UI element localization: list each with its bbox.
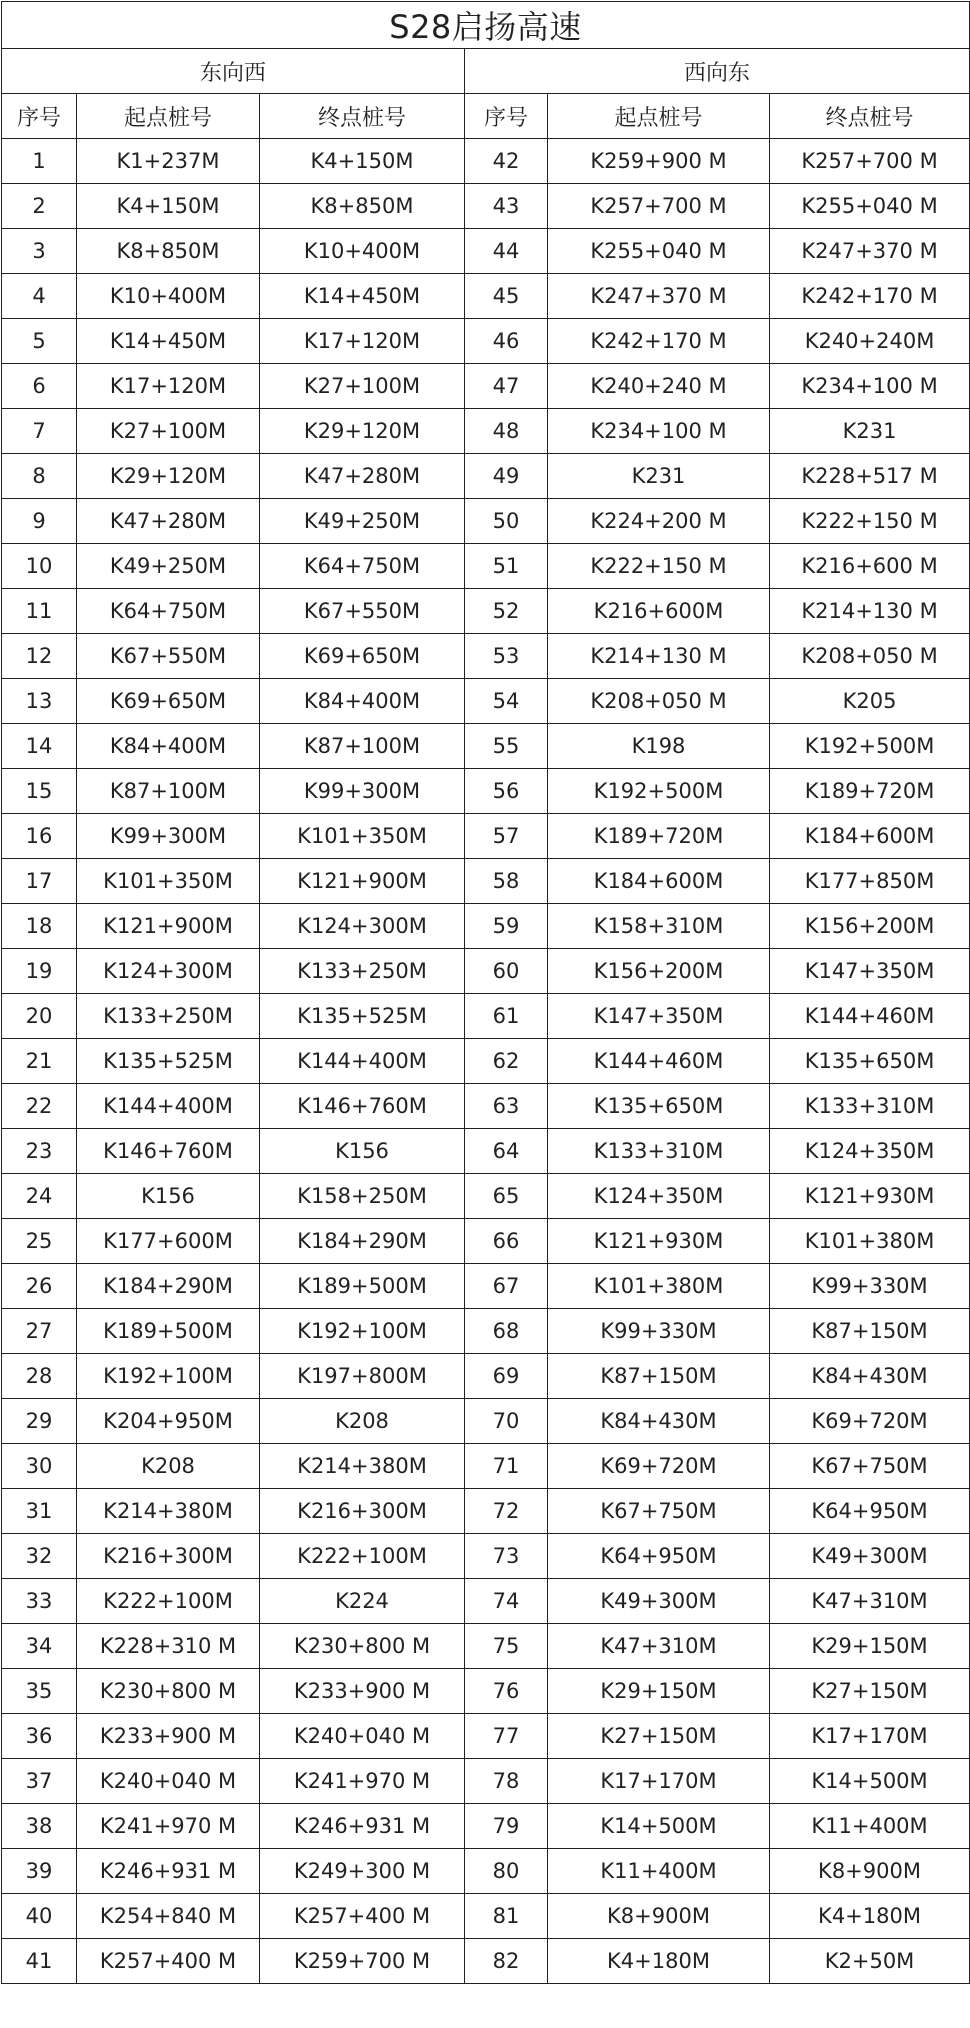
cell-seq-left: 35 [2, 1669, 77, 1714]
cell-start-right: K147+350M [548, 994, 770, 1039]
cell-seq-right: 64 [465, 1129, 548, 1174]
cell-end-right: K8+900M [770, 1849, 970, 1894]
cell-seq-right: 77 [465, 1714, 548, 1759]
cell-end-left: K189+500M [260, 1264, 465, 1309]
cell-end-right: K222+150 M [770, 499, 970, 544]
cell-start-right: K189+720M [548, 814, 770, 859]
table-title: S28启扬高速 [2, 2, 970, 49]
cell-seq-right: 70 [465, 1399, 548, 1444]
cell-seq-right: 62 [465, 1039, 548, 1084]
cell-seq-left: 13 [2, 679, 77, 724]
cell-end-right: K144+460M [770, 994, 970, 1039]
cell-end-right: K14+500M [770, 1759, 970, 1804]
table-row [2, 1669, 970, 1714]
cell-end-left: K49+250M [260, 499, 465, 544]
cell-start-right: K133+310M [548, 1129, 770, 1174]
cell-end-right: K4+180M [770, 1894, 970, 1939]
cell-start-right: K47+310M [548, 1624, 770, 1669]
cell-start-right: K259+900 M [548, 139, 770, 184]
cell-end-right: K147+350M [770, 949, 970, 994]
cell-seq-right: 68 [465, 1309, 548, 1354]
cell-end-right: K231 [770, 409, 970, 454]
cell-end-left: K87+100M [260, 724, 465, 769]
cell-start-right: K240+240 M [548, 364, 770, 409]
table-row [2, 859, 970, 904]
cell-start-left: K192+100M [77, 1354, 260, 1399]
cell-start-right: K101+380M [548, 1264, 770, 1309]
table-row [2, 1534, 970, 1579]
cell-start-right: K4+180M [548, 1939, 770, 1984]
cell-seq-left: 38 [2, 1804, 77, 1849]
cell-start-right: K224+200 M [548, 499, 770, 544]
cell-seq-right: 69 [465, 1354, 548, 1399]
table-row [2, 994, 970, 1039]
table-row [2, 229, 970, 274]
col-header-end-right: 终点桩号 [770, 94, 970, 139]
cell-start-left: K10+400M [77, 274, 260, 319]
cell-seq-right: 48 [465, 409, 548, 454]
cell-end-right: K69+720M [770, 1399, 970, 1444]
cell-start-right: K231 [548, 454, 770, 499]
cell-start-right: K8+900M [548, 1894, 770, 1939]
table-row [2, 814, 970, 859]
cell-start-left: K29+120M [77, 454, 260, 499]
col-header-seq-right: 序号 [465, 94, 548, 139]
cell-start-left: K14+450M [77, 319, 260, 364]
direction-east-to-west: 东向西 [2, 49, 465, 94]
cell-end-left: K224 [260, 1579, 465, 1624]
cell-seq-left: 18 [2, 904, 77, 949]
cell-start-right: K214+130 M [548, 634, 770, 679]
table-row [2, 184, 970, 229]
cell-start-left: K8+850M [77, 229, 260, 274]
cell-seq-left: 4 [2, 274, 77, 319]
cell-end-right: K247+370 M [770, 229, 970, 274]
cell-seq-right: 75 [465, 1624, 548, 1669]
direction-west-to-east: 西向东 [465, 49, 970, 94]
cell-end-left: K257+400 M [260, 1894, 465, 1939]
cell-end-right: K234+100 M [770, 364, 970, 409]
cell-start-right: K135+650M [548, 1084, 770, 1129]
cell-start-left: K189+500M [77, 1309, 260, 1354]
cell-start-right: K27+150M [548, 1714, 770, 1759]
table-row [2, 364, 970, 409]
cell-end-left: K156 [260, 1129, 465, 1174]
cell-start-left: K184+290M [77, 1264, 260, 1309]
cell-seq-left: 24 [2, 1174, 77, 1219]
cell-end-left: K222+100M [260, 1534, 465, 1579]
cell-seq-right: 73 [465, 1534, 548, 1579]
cell-seq-right: 66 [465, 1219, 548, 1264]
cell-start-left: K240+040 M [77, 1759, 260, 1804]
cell-seq-right: 46 [465, 319, 548, 364]
cell-end-left: K192+100M [260, 1309, 465, 1354]
cell-end-right: K214+130 M [770, 589, 970, 634]
cell-start-right: K69+720M [548, 1444, 770, 1489]
cell-start-left: K222+100M [77, 1579, 260, 1624]
cell-end-left: K64+750M [260, 544, 465, 589]
cell-start-right: K247+370 M [548, 274, 770, 319]
table-row [2, 1444, 970, 1489]
table-row [2, 1039, 970, 1084]
cell-end-left: K133+250M [260, 949, 465, 994]
cell-start-left: K124+300M [77, 949, 260, 994]
cell-seq-right: 72 [465, 1489, 548, 1534]
cell-start-left: K49+250M [77, 544, 260, 589]
table-row [2, 1579, 970, 1624]
cell-seq-right: 80 [465, 1849, 548, 1894]
cell-seq-left: 25 [2, 1219, 77, 1264]
cell-start-left: K216+300M [77, 1534, 260, 1579]
table-row [2, 1174, 970, 1219]
cell-end-right: K257+700 M [770, 139, 970, 184]
cell-start-right: K121+930M [548, 1219, 770, 1264]
table-row [2, 454, 970, 499]
cell-start-right: K67+750M [548, 1489, 770, 1534]
cell-seq-left: 39 [2, 1849, 77, 1894]
cell-start-left: K101+350M [77, 859, 260, 904]
cell-seq-left: 2 [2, 184, 77, 229]
cell-end-right: K216+600 M [770, 544, 970, 589]
cell-end-left: K197+800M [260, 1354, 465, 1399]
cell-start-right: K14+500M [548, 1804, 770, 1849]
cell-seq-right: 54 [465, 679, 548, 724]
cell-end-right: K47+310M [770, 1579, 970, 1624]
cell-start-left: K204+950M [77, 1399, 260, 1444]
cell-end-right: K192+500M [770, 724, 970, 769]
cell-start-left: K17+120M [77, 364, 260, 409]
cell-start-left: K67+550M [77, 634, 260, 679]
cell-end-right: K184+600M [770, 814, 970, 859]
cell-start-left: K257+400 M [77, 1939, 260, 1984]
cell-start-right: K198 [548, 724, 770, 769]
cell-end-left: K249+300 M [260, 1849, 465, 1894]
cell-seq-right: 55 [465, 724, 548, 769]
cell-start-left: K99+300M [77, 814, 260, 859]
cell-end-left: K27+100M [260, 364, 465, 409]
cell-start-left: K4+150M [77, 184, 260, 229]
cell-end-left: K99+300M [260, 769, 465, 814]
cell-seq-left: 31 [2, 1489, 77, 1534]
cell-end-right: K84+430M [770, 1354, 970, 1399]
cell-seq-right: 52 [465, 589, 548, 634]
cell-seq-right: 81 [465, 1894, 548, 1939]
table-row [2, 1849, 970, 1894]
cell-seq-left: 41 [2, 1939, 77, 1984]
cell-end-left: K124+300M [260, 904, 465, 949]
cell-start-left: K146+760M [77, 1129, 260, 1174]
cell-seq-left: 29 [2, 1399, 77, 1444]
table-row [2, 769, 970, 814]
stake-table [1, 1, 970, 1984]
cell-start-right: K216+600M [548, 589, 770, 634]
cell-seq-right: 79 [465, 1804, 548, 1849]
col-header-seq-left: 序号 [2, 94, 77, 139]
cell-seq-left: 22 [2, 1084, 77, 1129]
cell-end-right: K135+650M [770, 1039, 970, 1084]
table-row [2, 1399, 970, 1444]
cell-end-right: K228+517 M [770, 454, 970, 499]
cell-seq-left: 40 [2, 1894, 77, 1939]
table-row [2, 1489, 970, 1534]
table-row [2, 499, 970, 544]
cell-seq-right: 42 [465, 139, 548, 184]
cell-start-left: K27+100M [77, 409, 260, 454]
cell-seq-left: 15 [2, 769, 77, 814]
cell-end-left: K241+970 M [260, 1759, 465, 1804]
table-row [2, 1219, 970, 1264]
cell-seq-left: 36 [2, 1714, 77, 1759]
table-row [2, 409, 970, 454]
cell-end-right: K205 [770, 679, 970, 724]
cell-end-right: K121+930M [770, 1174, 970, 1219]
cell-seq-right: 58 [465, 859, 548, 904]
cell-end-left: K259+700 M [260, 1939, 465, 1984]
cell-start-left: K144+400M [77, 1084, 260, 1129]
cell-end-left: K14+450M [260, 274, 465, 319]
cell-start-right: K192+500M [548, 769, 770, 814]
table-row [2, 1759, 970, 1804]
cell-end-left: K101+350M [260, 814, 465, 859]
cell-start-left: K233+900 M [77, 1714, 260, 1759]
cell-start-right: K144+460M [548, 1039, 770, 1084]
table-row [2, 1084, 970, 1129]
cell-start-right: K242+170 M [548, 319, 770, 364]
cell-start-left: K87+100M [77, 769, 260, 814]
cell-seq-right: 63 [465, 1084, 548, 1129]
cell-end-right: K242+170 M [770, 274, 970, 319]
cell-end-left: K216+300M [260, 1489, 465, 1534]
cell-seq-right: 61 [465, 994, 548, 1039]
cell-seq-left: 7 [2, 409, 77, 454]
cell-start-right: K234+100 M [548, 409, 770, 454]
cell-seq-right: 57 [465, 814, 548, 859]
table-row [2, 1129, 970, 1174]
cell-end-left: K208 [260, 1399, 465, 1444]
col-header-start-left: 起点桩号 [77, 94, 260, 139]
cell-end-right: K208+050 M [770, 634, 970, 679]
table-row [2, 544, 970, 589]
cell-seq-right: 47 [465, 364, 548, 409]
cell-end-left: K69+650M [260, 634, 465, 679]
cell-start-left: K156 [77, 1174, 260, 1219]
cell-end-left: K158+250M [260, 1174, 465, 1219]
cell-seq-right: 44 [465, 229, 548, 274]
cell-seq-left: 37 [2, 1759, 77, 1804]
cell-end-right: K133+310M [770, 1084, 970, 1129]
cell-end-left: K184+290M [260, 1219, 465, 1264]
cell-start-left: K230+800 M [77, 1669, 260, 1714]
cell-seq-right: 67 [465, 1264, 548, 1309]
cell-end-right: K124+350M [770, 1129, 970, 1174]
cell-seq-left: 14 [2, 724, 77, 769]
table-row [2, 679, 970, 724]
col-header-end-left: 终点桩号 [260, 94, 465, 139]
cell-seq-left: 11 [2, 589, 77, 634]
table-row [2, 589, 970, 634]
table-row [2, 1309, 970, 1354]
cell-end-left: K8+850M [260, 184, 465, 229]
table-row [2, 1714, 970, 1759]
cell-end-left: K246+931 M [260, 1804, 465, 1849]
table-row [2, 1804, 970, 1849]
cell-end-right: K189+720M [770, 769, 970, 814]
table-row [2, 1894, 970, 1939]
cell-end-left: K144+400M [260, 1039, 465, 1084]
cell-seq-left: 27 [2, 1309, 77, 1354]
cell-end-right: K29+150M [770, 1624, 970, 1669]
cell-end-left: K17+120M [260, 319, 465, 364]
cell-seq-left: 5 [2, 319, 77, 364]
cell-end-left: K121+900M [260, 859, 465, 904]
cell-end-right: K177+850M [770, 859, 970, 904]
cell-seq-left: 33 [2, 1579, 77, 1624]
cell-start-left: K47+280M [77, 499, 260, 544]
cell-start-left: K64+750M [77, 589, 260, 634]
cell-seq-right: 74 [465, 1579, 548, 1624]
cell-start-left: K228+310 M [77, 1624, 260, 1669]
cell-seq-right: 59 [465, 904, 548, 949]
cell-start-left: K246+931 M [77, 1849, 260, 1894]
cell-end-left: K146+760M [260, 1084, 465, 1129]
cell-start-right: K17+170M [548, 1759, 770, 1804]
table-row [2, 634, 970, 679]
cell-end-left: K29+120M [260, 409, 465, 454]
cell-end-right: K64+950M [770, 1489, 970, 1534]
cell-seq-left: 26 [2, 1264, 77, 1309]
cell-seq-left: 3 [2, 229, 77, 274]
table-body [2, 139, 970, 1984]
cell-end-right: K101+380M [770, 1219, 970, 1264]
table-row [2, 1939, 970, 1984]
cell-seq-left: 6 [2, 364, 77, 409]
cell-seq-left: 16 [2, 814, 77, 859]
cell-end-right: K87+150M [770, 1309, 970, 1354]
cell-seq-left: 12 [2, 634, 77, 679]
cell-start-right: K87+150M [548, 1354, 770, 1399]
cell-start-left: K135+525M [77, 1039, 260, 1084]
cell-seq-left: 34 [2, 1624, 77, 1669]
cell-seq-right: 78 [465, 1759, 548, 1804]
table-row [2, 1264, 970, 1309]
table-row [2, 1354, 970, 1399]
cell-seq-right: 51 [465, 544, 548, 589]
cell-start-right: K64+950M [548, 1534, 770, 1579]
cell-seq-right: 50 [465, 499, 548, 544]
cell-start-right: K49+300M [548, 1579, 770, 1624]
cell-end-left: K67+550M [260, 589, 465, 634]
cell-start-right: K11+400M [548, 1849, 770, 1894]
cell-start-right: K124+350M [548, 1174, 770, 1219]
cell-end-right: K49+300M [770, 1534, 970, 1579]
cell-start-right: K255+040 M [548, 229, 770, 274]
cell-end-right: K67+750M [770, 1444, 970, 1489]
cell-end-right: K156+200M [770, 904, 970, 949]
cell-end-left: K10+400M [260, 229, 465, 274]
cell-start-right: K29+150M [548, 1669, 770, 1714]
cell-start-left: K254+840 M [77, 1894, 260, 1939]
table-row [2, 949, 970, 994]
table-row [2, 139, 970, 184]
cell-seq-left: 9 [2, 499, 77, 544]
cell-seq-left: 17 [2, 859, 77, 904]
cell-seq-right: 71 [465, 1444, 548, 1489]
cell-end-right: K27+150M [770, 1669, 970, 1714]
cell-seq-left: 21 [2, 1039, 77, 1084]
cell-start-left: K133+250M [77, 994, 260, 1039]
cell-start-right: K156+200M [548, 949, 770, 994]
cell-end-left: K230+800 M [260, 1624, 465, 1669]
cell-end-right: K11+400M [770, 1804, 970, 1849]
cell-seq-right: 82 [465, 1939, 548, 1984]
col-header-start-right: 起点桩号 [548, 94, 770, 139]
cell-start-right: K208+050 M [548, 679, 770, 724]
cell-start-right: K184+600M [548, 859, 770, 904]
cell-end-left: K4+150M [260, 139, 465, 184]
cell-seq-right: 56 [465, 769, 548, 814]
cell-seq-right: 43 [465, 184, 548, 229]
cell-seq-right: 45 [465, 274, 548, 319]
cell-seq-left: 1 [2, 139, 77, 184]
cell-end-left: K47+280M [260, 454, 465, 499]
cell-seq-left: 10 [2, 544, 77, 589]
cell-start-left: K241+970 M [77, 1804, 260, 1849]
cell-start-left: K121+900M [77, 904, 260, 949]
cell-seq-right: 49 [465, 454, 548, 499]
table-row [2, 319, 970, 364]
cell-end-right: K17+170M [770, 1714, 970, 1759]
cell-end-right: K240+240M [770, 319, 970, 364]
cell-start-left: K177+600M [77, 1219, 260, 1264]
table-row [2, 1624, 970, 1669]
cell-seq-right: 65 [465, 1174, 548, 1219]
cell-start-right: K84+430M [548, 1399, 770, 1444]
cell-seq-left: 32 [2, 1534, 77, 1579]
table-row [2, 904, 970, 949]
cell-end-left: K233+900 M [260, 1669, 465, 1714]
cell-end-left: K214+380M [260, 1444, 465, 1489]
cell-start-left: K214+380M [77, 1489, 260, 1534]
cell-start-right: K222+150 M [548, 544, 770, 589]
cell-end-left: K135+525M [260, 994, 465, 1039]
cell-start-left: K69+650M [77, 679, 260, 724]
cell-seq-left: 30 [2, 1444, 77, 1489]
cell-seq-left: 8 [2, 454, 77, 499]
cell-start-left: K84+400M [77, 724, 260, 769]
cell-start-left: K208 [77, 1444, 260, 1489]
cell-end-right: K2+50M [770, 1939, 970, 1984]
cell-start-right: K99+330M [548, 1309, 770, 1354]
cell-seq-right: 60 [465, 949, 548, 994]
cell-end-left: K240+040 M [260, 1714, 465, 1759]
cell-end-left: K84+400M [260, 679, 465, 724]
cell-seq-left: 20 [2, 994, 77, 1039]
cell-seq-right: 76 [465, 1669, 548, 1714]
cell-start-right: K158+310M [548, 904, 770, 949]
cell-start-left: K1+237M [77, 139, 260, 184]
cell-end-right: K255+040 M [770, 184, 970, 229]
cell-seq-left: 23 [2, 1129, 77, 1174]
cell-seq-left: 19 [2, 949, 77, 994]
table-row [2, 724, 970, 769]
cell-seq-left: 28 [2, 1354, 77, 1399]
cell-start-right: K257+700 M [548, 184, 770, 229]
cell-seq-right: 53 [465, 634, 548, 679]
cell-end-right: K99+330M [770, 1264, 970, 1309]
table-row [2, 274, 970, 319]
